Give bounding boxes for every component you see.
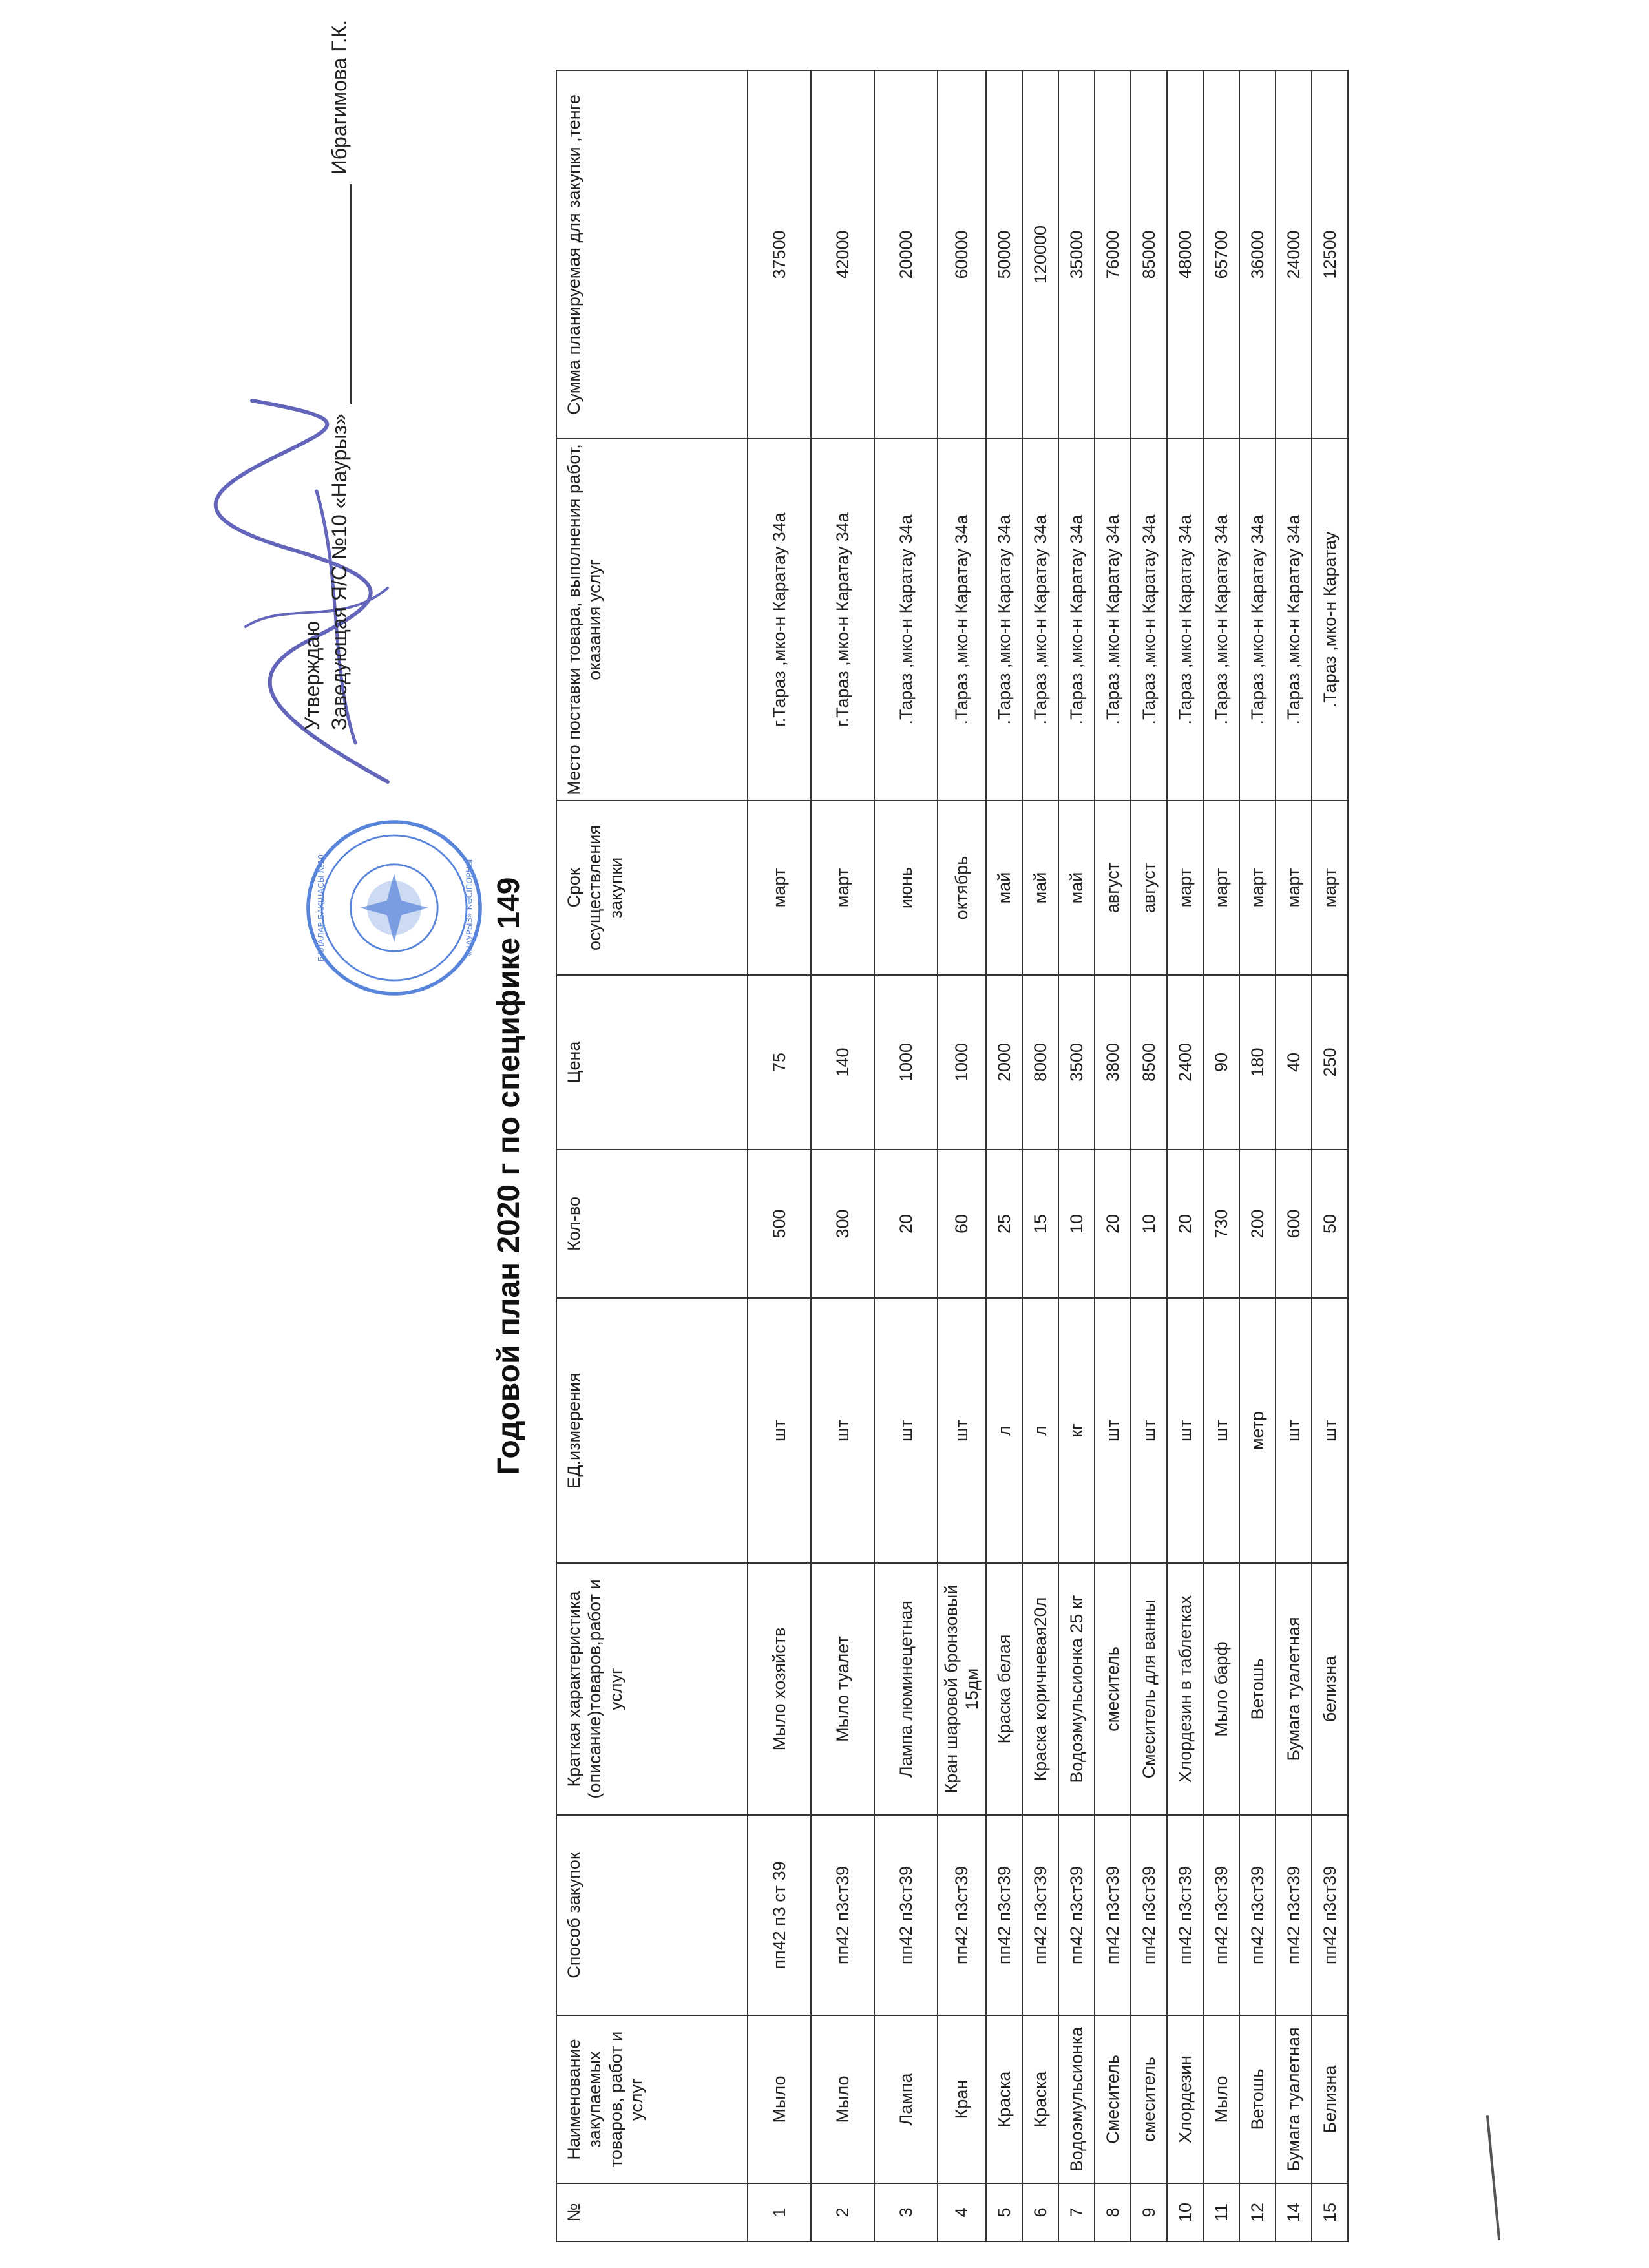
quantity-cell: 25 bbox=[986, 1150, 1022, 1298]
page-title: Годовой план 2020 г по специфике 149 bbox=[492, 877, 526, 1475]
item-name-cell: Хлордезин bbox=[1167, 2015, 1203, 2183]
price-cell: 3500 bbox=[1058, 975, 1095, 1150]
price-cell: 2400 bbox=[1167, 975, 1203, 1150]
column-header: Цена bbox=[556, 975, 748, 1150]
purchase-term-cell: март bbox=[1167, 801, 1203, 975]
purchase-term-cell: август bbox=[1131, 801, 1167, 975]
quantity-cell: 730 bbox=[1203, 1150, 1239, 1298]
row-number-cell: 14 bbox=[1276, 2183, 1312, 2242]
purchase-method-cell: пп42 п3ст39 bbox=[1239, 1815, 1276, 2015]
planned-sum-cell: 50000 bbox=[986, 70, 1022, 439]
planned-sum-cell: 36000 bbox=[1239, 70, 1276, 439]
planned-sum-cell: 37500 bbox=[748, 70, 811, 439]
purchase-term-cell: март bbox=[1276, 801, 1312, 975]
quantity-cell: 10 bbox=[1058, 1150, 1095, 1298]
purchase-method-cell: пп42 п3ст39 bbox=[1095, 1815, 1131, 2015]
unit-of-measure-cell: шт bbox=[1095, 1298, 1131, 1563]
item-name-cell: Водоэмульсионка bbox=[1058, 2015, 1095, 2183]
row-number-cell: 10 bbox=[1167, 2183, 1203, 2242]
unit-of-measure-cell: л bbox=[986, 1298, 1022, 1563]
row-number-cell: 3 bbox=[874, 2183, 938, 2242]
column-header: Сумма планируемая для закупки ,тенге bbox=[556, 70, 748, 439]
column-header: ЕД.измерения bbox=[556, 1298, 748, 1563]
purchase-term-cell: октябрь bbox=[938, 801, 986, 975]
item-description-cell: Кран шаровой бронзовый 15дм bbox=[938, 1563, 986, 1815]
unit-of-measure-cell: шт bbox=[1203, 1298, 1239, 1563]
unit-of-measure-cell: шт bbox=[1167, 1298, 1203, 1563]
unit-of-measure-cell: кг bbox=[1058, 1298, 1095, 1563]
item-description-cell: Лампа люминецетная bbox=[874, 1563, 938, 1815]
purchase-method-cell: пп42 п3ст39 bbox=[1276, 1815, 1312, 2015]
approver-position: Заведующая Я/С №10 «Наурыз» bbox=[328, 414, 351, 730]
quantity-cell: 15 bbox=[1022, 1150, 1058, 1298]
planned-sum-cell: 85000 bbox=[1131, 70, 1167, 439]
unit-of-measure-cell: шт bbox=[1276, 1298, 1312, 1563]
delivery-place-cell: .Тараз ,мко-н Каратау 34а bbox=[1239, 439, 1276, 801]
item-name-cell: Мыло bbox=[811, 2015, 874, 2183]
item-description-cell: Мыло хозяйств bbox=[748, 1563, 811, 1815]
unit-of-measure-cell: шт bbox=[1131, 1298, 1167, 1563]
table-row bbox=[1131, 70, 1167, 2242]
delivery-place-cell: .Тараз ,мко-н Каратау 34а bbox=[874, 439, 938, 801]
price-cell: 90 bbox=[1203, 975, 1239, 1150]
planned-sum-cell: 35000 bbox=[1058, 70, 1095, 439]
purchase-method-cell: пп42 п3ст39 bbox=[986, 1815, 1022, 2015]
table-row bbox=[1239, 70, 1276, 2242]
table-body bbox=[748, 70, 1348, 2242]
purchase-term-cell: май bbox=[986, 801, 1022, 975]
row-number-cell: 6 bbox=[1022, 2183, 1058, 2242]
row-number-cell: 4 bbox=[938, 2183, 986, 2242]
item-name-cell: Смеситель bbox=[1095, 2015, 1131, 2183]
column-header: Способ закупок bbox=[556, 1815, 748, 2015]
unit-of-measure-cell: метр bbox=[1239, 1298, 1276, 1563]
price-cell: 140 bbox=[811, 975, 874, 1150]
unit-of-measure-cell: шт bbox=[874, 1298, 938, 1563]
price-cell: 3800 bbox=[1095, 975, 1131, 1150]
item-description-cell: Смеситель для ванны bbox=[1131, 1563, 1167, 1815]
quantity-cell: 20 bbox=[1167, 1150, 1203, 1298]
item-description-cell: Ветошь bbox=[1239, 1563, 1276, 1815]
purchase-term-cell: март bbox=[748, 801, 811, 975]
item-description-cell: Бумага туалетная bbox=[1276, 1563, 1312, 1815]
table-row bbox=[748, 70, 811, 2242]
item-description-cell: Хлордезин в таблетках bbox=[1167, 1563, 1203, 1815]
table-header-row bbox=[556, 70, 748, 2242]
unit-of-measure-cell: л bbox=[1022, 1298, 1058, 1563]
purchase-term-cell: июнь bbox=[874, 801, 938, 975]
item-description-cell: Мыло барф bbox=[1203, 1563, 1239, 1815]
quantity-cell: 200 bbox=[1239, 1150, 1276, 1298]
approve-label: Утверждаю bbox=[300, 620, 324, 730]
column-header: Кол-во bbox=[556, 1150, 748, 1298]
item-description-cell: Мыло туалет bbox=[811, 1563, 874, 1815]
item-name-cell: Краска bbox=[1022, 2015, 1058, 2183]
column-header: № bbox=[556, 2183, 748, 2242]
unit-of-measure-cell: шт bbox=[1312, 1298, 1348, 1563]
column-header: Краткая характеристика (описание)товаров,работ и услуг bbox=[556, 1563, 748, 1815]
delivery-place-cell: .Тараз ,мко-н Каратау 34а bbox=[1131, 439, 1167, 801]
item-name-cell: Ветошь bbox=[1239, 2015, 1276, 2183]
purchase-method-cell: пп42 п3ст39 bbox=[1131, 1815, 1167, 2015]
item-name-cell: Белизна bbox=[1312, 2015, 1348, 2183]
row-number-cell: 15 bbox=[1312, 2183, 1348, 2242]
table-row bbox=[811, 70, 874, 2242]
item-name-cell: Лампа bbox=[874, 2015, 938, 2183]
delivery-place-cell: .Тараз ,мко-н Каратау 34а bbox=[1167, 439, 1203, 801]
delivery-place-cell: г.Тараз ,мко-н Каратау 34а bbox=[811, 439, 874, 801]
purchase-method-cell: пп42 п3ст39 bbox=[1058, 1815, 1095, 2015]
planned-sum-cell: 65700 bbox=[1203, 70, 1239, 439]
purchase-term-cell: август bbox=[1095, 801, 1131, 975]
quantity-cell: 20 bbox=[1095, 1150, 1131, 1298]
quantity-cell: 50 bbox=[1312, 1150, 1348, 1298]
quantity-cell: 600 bbox=[1276, 1150, 1312, 1298]
purchase-method-cell: пп42 п3ст39 bbox=[874, 1815, 938, 2015]
planned-sum-cell: 120000 bbox=[1022, 70, 1058, 439]
row-number-cell: 9 bbox=[1131, 2183, 1167, 2242]
planned-sum-cell: 12500 bbox=[1312, 70, 1348, 439]
unit-of-measure-cell: шт bbox=[748, 1298, 811, 1563]
row-number-cell: 5 bbox=[986, 2183, 1022, 2242]
table-row bbox=[1022, 70, 1058, 2242]
purchase-term-cell: май bbox=[1022, 801, 1058, 975]
price-cell: 180 bbox=[1239, 975, 1276, 1150]
table-row bbox=[1276, 70, 1312, 2242]
price-cell: 75 bbox=[748, 975, 811, 1150]
delivery-place-cell: г.Тараз ,мко-н Каратау 34а bbox=[748, 439, 811, 801]
delivery-place-cell: .Тараз ,мко-н Каратау 34а bbox=[1095, 439, 1131, 801]
purchase-term-cell: март bbox=[1312, 801, 1348, 975]
delivery-place-cell: .Тараз ,мко-н Каратау 34а bbox=[1276, 439, 1312, 801]
quantity-cell: 20 bbox=[874, 1150, 938, 1298]
planned-sum-cell: 42000 bbox=[811, 70, 874, 439]
table-row bbox=[1095, 70, 1131, 2242]
table-row bbox=[938, 70, 986, 2242]
price-cell: 1000 bbox=[938, 975, 986, 1150]
approval-block bbox=[300, 19, 355, 730]
unit-of-measure-cell: шт bbox=[938, 1298, 986, 1563]
item-name-cell: смеситель bbox=[1131, 2015, 1167, 2183]
price-cell: 1000 bbox=[874, 975, 938, 1150]
planned-sum-cell: 48000 bbox=[1167, 70, 1203, 439]
unit-of-measure-cell: шт bbox=[811, 1298, 874, 1563]
approver-line bbox=[328, 19, 355, 730]
purchase-term-cell: март bbox=[1239, 801, 1276, 975]
table-row bbox=[1167, 70, 1203, 2242]
delivery-place-cell: .Тараз ,мко-н Каратау 34а bbox=[1022, 439, 1058, 801]
purchase-term-cell: март bbox=[811, 801, 874, 975]
svg-text:БАЛАЛАР БАҚШАСЫ №10: БАЛАЛАР БАҚШАСЫ №10 bbox=[315, 854, 326, 962]
item-description-cell: смеситель bbox=[1095, 1563, 1131, 1815]
purchase-method-cell: пп42 п3 ст 39 bbox=[748, 1815, 811, 2015]
delivery-place-cell: .Тараз ,мко-н Каратау 34а bbox=[938, 439, 986, 801]
planned-sum-cell: 60000 bbox=[938, 70, 986, 439]
item-name-cell: Кран bbox=[938, 2015, 986, 2183]
delivery-place-cell: .Тараз ,мко-н Каратау 34а bbox=[986, 439, 1022, 801]
column-header: Срок осуществления закупки bbox=[556, 801, 748, 975]
delivery-place-cell: .Тараз ,мко-н Каратау 34а bbox=[1203, 439, 1239, 801]
table-row bbox=[1312, 70, 1348, 2242]
price-cell: 40 bbox=[1276, 975, 1312, 1150]
delivery-place-cell: .Тараз ,мко-н Каратау 34а bbox=[1058, 439, 1095, 801]
row-number-cell: 2 bbox=[811, 2183, 874, 2242]
signature-line bbox=[331, 184, 352, 404]
procurement-table bbox=[556, 70, 1349, 2242]
column-header: Наименование закупаемых товаров, работ и услуг bbox=[556, 2015, 748, 2183]
purchase-method-cell: пп42 п3ст39 bbox=[1022, 1815, 1058, 2015]
item-description-cell: Водоэмульсионка 25 кг bbox=[1058, 1563, 1095, 1815]
price-cell: 8500 bbox=[1131, 975, 1167, 1150]
row-number-cell: 11 bbox=[1203, 2183, 1239, 2242]
planned-sum-cell: 76000 bbox=[1095, 70, 1131, 439]
purchase-method-cell: пп42 п3ст39 bbox=[1203, 1815, 1239, 2015]
price-cell: 8000 bbox=[1022, 975, 1058, 1150]
purchase-method-cell: пп42 п3ст39 bbox=[938, 1815, 986, 2015]
svg-text:«НАУРЫЗ» КӘСІПОРНЫ: «НАУРЫЗ» КӘСІПОРНЫ bbox=[464, 859, 474, 957]
item-name-cell: Мыло bbox=[1203, 2015, 1239, 2183]
planned-sum-cell: 24000 bbox=[1276, 70, 1312, 439]
row-number-cell: 1 bbox=[748, 2183, 811, 2242]
quantity-cell: 300 bbox=[811, 1150, 874, 1298]
pen-mark bbox=[1480, 2113, 1506, 2242]
table-row bbox=[874, 70, 938, 2242]
table-row bbox=[1058, 70, 1095, 2242]
item-name-cell: Бумага туалетная bbox=[1276, 2015, 1312, 2183]
price-cell: 2000 bbox=[986, 975, 1022, 1150]
table-row bbox=[1203, 70, 1239, 2242]
row-number-cell: 7 bbox=[1058, 2183, 1095, 2242]
row-number-cell: 12 bbox=[1239, 2183, 1276, 2242]
purchase-method-cell: пп42 п3ст39 bbox=[1167, 1815, 1203, 2015]
table-row bbox=[986, 70, 1022, 2242]
price-cell: 250 bbox=[1312, 975, 1348, 1150]
organization-stamp bbox=[304, 817, 485, 998]
item-description-cell: Краска коричневая20л bbox=[1022, 1563, 1058, 1815]
item-description-cell: белизна bbox=[1312, 1563, 1348, 1815]
row-number-cell: 8 bbox=[1095, 2183, 1131, 2242]
purchase-method-cell: пп42 п3ст39 bbox=[1312, 1815, 1348, 2015]
quantity-cell: 10 bbox=[1131, 1150, 1167, 1298]
approver-name: Ибрагимова Г.К. bbox=[328, 19, 351, 175]
purchase-term-cell: март bbox=[1203, 801, 1239, 975]
quantity-cell: 60 bbox=[938, 1150, 986, 1298]
item-name-cell: Краска bbox=[986, 2015, 1022, 2183]
item-name-cell: Мыло bbox=[748, 2015, 811, 2183]
delivery-place-cell: .Тараз ,мко-н Каратау bbox=[1312, 439, 1348, 801]
purchase-term-cell: май bbox=[1058, 801, 1095, 975]
purchase-method-cell: пп42 п3ст39 bbox=[811, 1815, 874, 2015]
item-description-cell: Краска белая bbox=[986, 1563, 1022, 1815]
column-header: Место поставки товара, выполнения работ, оказания услуг bbox=[556, 439, 748, 801]
planned-sum-cell: 20000 bbox=[874, 70, 938, 439]
quantity-cell: 500 bbox=[748, 1150, 811, 1298]
